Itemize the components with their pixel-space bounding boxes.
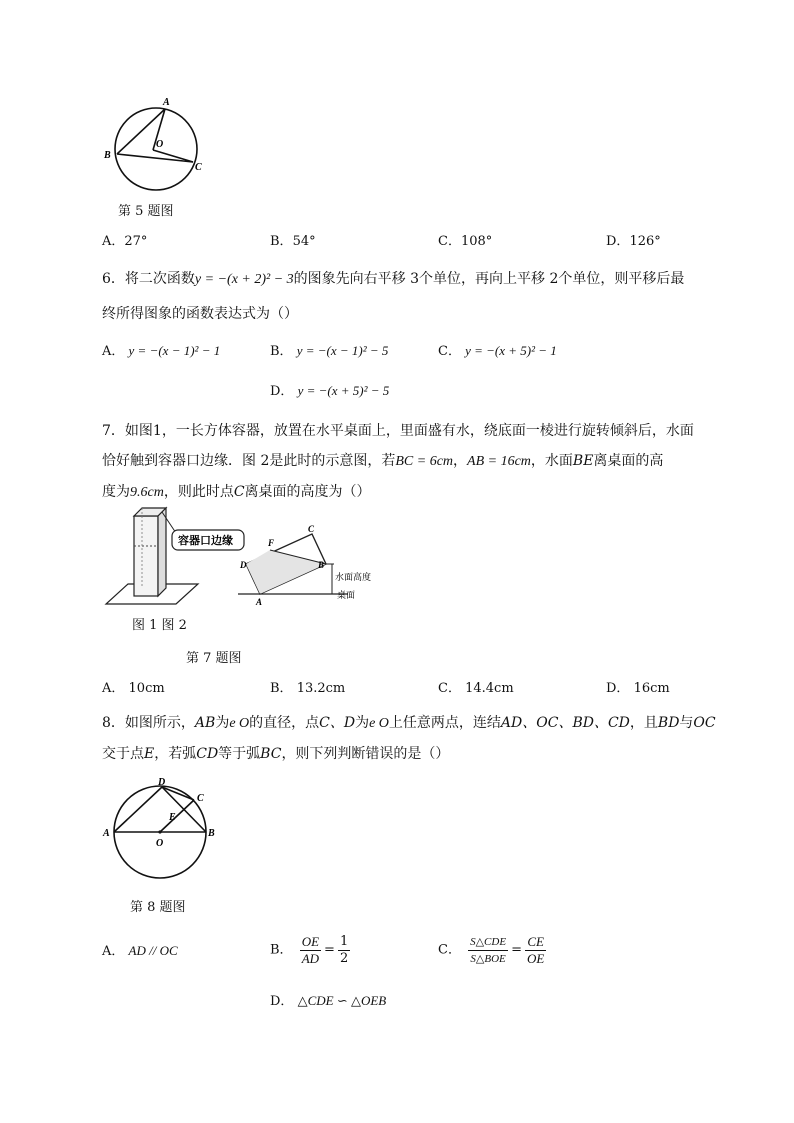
q7-stem-line3 bbox=[102, 482, 371, 503]
q7-line2-be: BE bbox=[572, 453, 594, 469]
option-letter: A． bbox=[102, 234, 125, 249]
q7-line2-b: ，水面 bbox=[530, 453, 573, 469]
option-text: 27° bbox=[124, 234, 148, 249]
q7-option-d[interactable] bbox=[606, 680, 670, 698]
q8-line2-d: ，则下列判断错误的是（） bbox=[281, 746, 450, 762]
q5-label-a: A bbox=[163, 97, 170, 108]
fraction-numerator: 1 bbox=[339, 934, 349, 949]
option-letter: C． bbox=[438, 942, 461, 958]
option-letter: B． bbox=[270, 681, 293, 696]
q6-stem-line2: 终所得图象的函数表达式为（） bbox=[102, 306, 298, 322]
option-text: 108° bbox=[460, 234, 493, 249]
q7-line3-b: ，则此时点 bbox=[163, 484, 234, 500]
q8-caption: 第 8 题图 bbox=[130, 900, 186, 915]
fraction-denominator: OE bbox=[526, 951, 545, 966]
q6-number: 6． bbox=[102, 271, 125, 287]
q6-stem-line1 bbox=[102, 269, 684, 290]
q7-fig2-label-f: F bbox=[268, 538, 275, 548]
q8-line1-g: 与 bbox=[679, 715, 694, 731]
fraction-numerator: CE bbox=[525, 934, 546, 951]
q7-line2-ab: AB = 16cm bbox=[467, 454, 531, 469]
option-letter: C． bbox=[438, 681, 461, 696]
q8-stem-line2 bbox=[102, 744, 449, 764]
option-text: 126° bbox=[629, 234, 661, 249]
q8-line2-e: E bbox=[144, 746, 155, 762]
q7-fig2-label-a: A bbox=[256, 597, 263, 607]
option-text: 13.2cm bbox=[296, 681, 346, 696]
q7-option-b[interactable] bbox=[270, 680, 345, 698]
q8-label-c: C bbox=[197, 793, 204, 804]
option-text: △CDE ∽ △OEB bbox=[297, 993, 387, 1008]
option-text: 14.4cm bbox=[465, 681, 514, 696]
q5-option-a[interactable] bbox=[102, 233, 147, 251]
q8-label-o: O bbox=[156, 838, 164, 849]
q7-fig2-label-d: D bbox=[240, 560, 247, 570]
option-letter: A． bbox=[102, 681, 125, 696]
option-text: y = −(x − 1)² − 5 bbox=[296, 343, 389, 358]
fraction-denominator: AD bbox=[301, 951, 320, 966]
q8-label-b: B bbox=[208, 828, 215, 839]
q8-line1-f: ，且 bbox=[629, 715, 658, 731]
q8-option-d[interactable] bbox=[270, 992, 386, 1011]
q8-line1-a: 如图所示， bbox=[124, 715, 195, 731]
q8-option-c[interactable] bbox=[438, 934, 549, 967]
option-letter: A． bbox=[102, 344, 125, 359]
q8-optb-rhs-fraction bbox=[338, 934, 350, 967]
option-letter: D． bbox=[606, 681, 630, 696]
option-text: AD // OC bbox=[128, 943, 178, 958]
q7-fig1-box-side bbox=[158, 508, 166, 596]
option-text: y = −(x + 5)² − 5 bbox=[297, 383, 390, 398]
q8-line2-bc: BC bbox=[260, 746, 282, 762]
q7-line2-sep: ， bbox=[453, 453, 468, 469]
q5-circle-figure bbox=[100, 92, 230, 200]
q5-option-d[interactable] bbox=[606, 233, 661, 251]
q8-line1-circ: e O bbox=[229, 716, 250, 731]
fraction-denominator: S△BOE bbox=[470, 953, 506, 965]
q8-line1-oc: OC bbox=[693, 715, 716, 731]
q7-fig2-water bbox=[246, 550, 326, 594]
q8-line1-d: 为 bbox=[355, 715, 370, 731]
option-letter: C． bbox=[438, 234, 461, 249]
q7-number: 7． bbox=[102, 423, 125, 439]
q7-fig2-desk-label: 桌面 bbox=[337, 590, 356, 600]
q8-center-dot bbox=[158, 830, 161, 833]
q7-stem-line2 bbox=[102, 451, 663, 472]
q8-line2-c: 等于弧 bbox=[218, 746, 261, 762]
fraction-denominator: 2 bbox=[339, 951, 349, 966]
q8-stem-line1 bbox=[102, 713, 716, 734]
q8-circle-figure bbox=[100, 778, 230, 888]
q8-optc-rhs-fraction bbox=[525, 934, 546, 967]
q7-option-a[interactable] bbox=[102, 680, 165, 698]
q7-line3-a: 度为 bbox=[102, 484, 130, 500]
q6-option-d[interactable] bbox=[270, 382, 389, 401]
q7-fig1-box-front bbox=[134, 516, 158, 596]
q8-option-b[interactable] bbox=[270, 934, 353, 967]
q7-fig2-label-c: C bbox=[308, 524, 315, 534]
option-letter: B． bbox=[270, 942, 293, 958]
q7-caption: 第 7 题图 bbox=[186, 651, 242, 666]
q6-option-a[interactable] bbox=[102, 342, 220, 361]
q8-optb-lhs-fraction bbox=[300, 934, 321, 967]
q8-line1-b: 为 bbox=[215, 715, 230, 731]
q8-line2-b: ，若弧 bbox=[154, 746, 197, 762]
option-letter: B． bbox=[270, 344, 293, 359]
equals-sign: = bbox=[511, 942, 522, 958]
q8-label-d: D bbox=[158, 778, 166, 788]
q6-stem-expr: y = −(x + 2)² − 3 bbox=[194, 272, 294, 287]
option-text: 16cm bbox=[633, 681, 670, 696]
option-text: y = −(x − 1)² − 1 bbox=[128, 343, 221, 358]
q7-line1: 如图1，一长方体容器，放置在水平桌面上，里面盛有水，绕底面一棱进行旋转倾斜后，水面 bbox=[124, 423, 694, 439]
q6-option-c[interactable] bbox=[438, 342, 557, 361]
q8-label-e: E bbox=[169, 812, 176, 823]
q8-line1-cd: C、D bbox=[319, 715, 356, 731]
q5-label-o: O bbox=[156, 139, 164, 150]
q5-label-b: B bbox=[104, 150, 111, 161]
option-letter: B． bbox=[270, 234, 293, 249]
equals-sign: = bbox=[324, 942, 335, 958]
q8-line1-e: 上任意两点，连结 bbox=[388, 715, 501, 731]
option-text: y = −(x + 5)² − 1 bbox=[465, 343, 557, 358]
q6-stem-b: 的图象先向右平移 3个单位，再向上平移 2个单位，则平移后最 bbox=[293, 271, 685, 287]
q8-line1-c: 的直径，点 bbox=[249, 715, 320, 731]
option-text: 10cm bbox=[128, 681, 165, 696]
q5-option-c[interactable] bbox=[438, 233, 492, 251]
q8-line1-segs: AD、OC、BD、CD bbox=[500, 715, 630, 731]
q7-callout-text: 容器口边缘 bbox=[178, 535, 233, 547]
q8-line1-circ2: e O bbox=[369, 716, 389, 731]
q7-option-c[interactable] bbox=[438, 680, 514, 698]
option-letter: A． bbox=[102, 944, 125, 959]
q8-line1-bd: BD bbox=[657, 715, 680, 731]
q8-option-a[interactable] bbox=[102, 942, 178, 961]
q7-fig2-water-height-label: 水面高度 bbox=[335, 572, 372, 582]
q7-line2-c: 离桌面的高 bbox=[593, 453, 664, 469]
option-letter: C． bbox=[438, 344, 461, 359]
q7-line3-c: C bbox=[233, 484, 245, 500]
q7-figure-sub: 图 1 图 2 bbox=[132, 618, 187, 633]
q7-stem-line1 bbox=[102, 421, 694, 441]
option-letter: D． bbox=[270, 994, 294, 1009]
q8-seg-ad bbox=[114, 787, 162, 832]
q6-stem-a: 将二次函数 bbox=[124, 271, 195, 287]
q8-optc-lhs-fraction bbox=[468, 934, 508, 967]
fraction-numerator: OE bbox=[301, 934, 320, 949]
q7-line3-val: 9.6cm bbox=[130, 485, 164, 500]
option-text: 54° bbox=[292, 234, 316, 249]
q8-line2-a: 交于点 bbox=[102, 746, 144, 762]
option-letter: D． bbox=[270, 384, 294, 399]
q8-line1-ab: AB bbox=[194, 715, 216, 731]
q6-option-b[interactable] bbox=[270, 342, 388, 361]
option-letter: D． bbox=[606, 234, 630, 249]
q7-fig2-label-b: B bbox=[318, 560, 325, 570]
q8-seg-oc bbox=[160, 800, 194, 832]
q5-caption: 第 5 题图 bbox=[118, 204, 174, 219]
fraction-numerator: S△CDE bbox=[468, 934, 508, 951]
q8-line2-cd: CD bbox=[196, 746, 219, 762]
q7-container-figure bbox=[98, 506, 380, 610]
q8-number: 8． bbox=[102, 715, 125, 731]
q7-line2-a: 恰好触到容器口边缘．图 2是此时的示意图，若 bbox=[102, 453, 396, 469]
q8-label-a: A bbox=[103, 828, 110, 839]
q7-line2-bc: BC = 6cm bbox=[395, 454, 454, 469]
q7-line3-d: 离桌面的高度为（） bbox=[244, 484, 371, 500]
q5-label-c: C bbox=[195, 162, 202, 173]
q5-option-b[interactable] bbox=[270, 233, 316, 251]
